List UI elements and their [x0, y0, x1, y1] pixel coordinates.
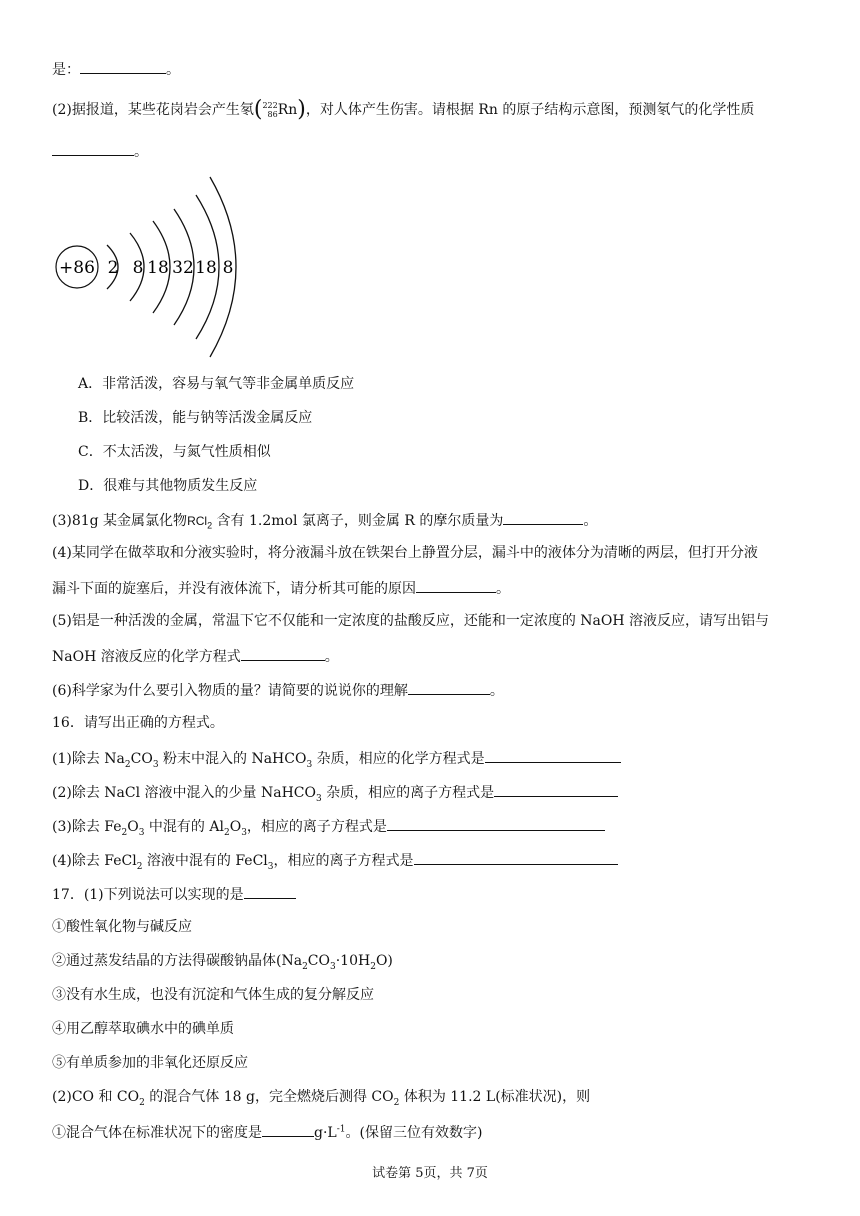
q17-2-i: ①混合气体在标准状况下的密度是 $g\cdot L^{-1}$。(保留三位有效数字) — [52, 1121, 482, 1143]
q15-1-answer-line: 是： 。 — [52, 58, 180, 80]
q16-title: 16．请写出正确的方程式。 — [52, 715, 224, 731]
answer-blank[interactable] — [494, 781, 618, 797]
q16-item-4: (4)除去 FeCl$_2$ 溶液中混有的 FeCl$_3$，相应的离子方程式是 — [52, 849, 618, 871]
q15-5-line1: (5)铝是一种活泼的金属，常温下它不仅能和一定浓度的盐酸反应，还能和一定浓度的 NaOH 溶液反应，请写出铝与 — [52, 613, 770, 629]
q15-2-stem: (2)据报道，某些花岗岩会产生氡(222 86Rn)，对人体产生伤害。请根据 Rn 的原子结构示意图，预测氡气的化学性质 — [52, 97, 755, 122]
answer-blank[interactable] — [416, 577, 496, 593]
q15-5-line2: NaOH 溶液反应的化学方程式 。 — [52, 645, 339, 667]
shell-electron-count: 8 — [132, 258, 144, 278]
q17-statement-5: ⑤有单质参加的非氧化还原反应 — [52, 1055, 248, 1071]
answer-blank[interactable] — [52, 140, 134, 156]
q17-2-stem: (2)CO 和 $CO_2$ 的混合气体 18 g，完全燃烧后测得 $CO_2$ 体积为 11.2 L(标准状况)，则 — [52, 1089, 591, 1108]
shell-electron-count: 8 — [222, 258, 234, 278]
answer-blank[interactable] — [408, 679, 490, 695]
rcl2-formula: RCl$_2$ — [187, 514, 213, 531]
radon-atomic-structure-diagram — [50, 170, 250, 360]
radon-nuclide-notation: (222 86Rn) — [253, 97, 306, 122]
q15-4-line1: (4)某同学在做萃取和分液实验时，将分液漏斗放在铁架台上静置分层，漏斗中的液体分为清晰的两层，但打开分液 — [52, 545, 758, 561]
answer-blank[interactable] — [241, 645, 325, 661]
answer-blank[interactable] — [80, 58, 166, 74]
answer-blank[interactable] — [387, 815, 605, 831]
shell-electron-count: 2 — [107, 258, 119, 278]
q17-statement-4: ④用乙醇萃取碘水中的碘单质 — [52, 1021, 234, 1037]
shell-electron-count: 18 — [195, 258, 217, 278]
q15-6: (6)科学家为什么要引入物质的量？请简要的说说你的理解 。 — [52, 679, 504, 701]
q15-2-answer-line: 。 — [52, 140, 148, 162]
option-b[interactable]: B．比较活泼，能与钠等活泼金属反应 — [78, 410, 313, 426]
q17-statement-3: ③没有水生成，也没有沉淀和气体生成的复分解反应 — [52, 987, 374, 1003]
q15-4-line2: 漏斗下面的旋塞后，并没有液体流下，请分析其可能的原因 。 — [52, 577, 510, 599]
option-c[interactable]: C．不太活泼，与氮气性质相似 — [78, 444, 271, 460]
answer-blank[interactable] — [485, 747, 621, 763]
answer-blank[interactable] — [244, 883, 296, 899]
answer-blank[interactable] — [414, 849, 618, 865]
q15-3: (3)81g 某金属氯化物RCl$_2$ 含有 1.2mol 氯离子，则金属 R 的摩尔质量为 。 — [52, 509, 597, 531]
q16-item-3: (3)除去 $Fe_2O_3$ 中混有的 $Al_2O_3$，相应的离子方程式是 — [52, 815, 605, 837]
q16-item-2: (2)除去 NaCl 溶液中混入的少量 NaHCO$_3$ 杂质，相应的离子方程式是 — [52, 781, 618, 803]
shell-electron-count: 18 — [147, 258, 169, 278]
page-footer: 试卷第 5页，共 7页 — [372, 1166, 488, 1181]
q17-title: 17．(1)下列说法可以实现的是 — [52, 883, 296, 905]
answer-blank[interactable] — [503, 509, 583, 525]
option-d[interactable]: D．很难与其他物质发生反应 — [78, 478, 258, 494]
q17-statement-1: ①酸性氧化物与碱反应 — [52, 919, 192, 935]
q16-item-1: (1)除去 $Na_2CO_3$ 粉末中混入的 NaHCO$_3$ 杂质，相应的化学方程式是 — [52, 747, 621, 769]
q17-statement-2: ②通过蒸发结晶的方法得碳酸钠晶体$(Na_2CO_3\cdot 10H_2O)$ — [52, 953, 393, 972]
option-a[interactable]: A．非常活泼，容易与氧气等非金属单质反应 — [78, 376, 355, 392]
nucleus-charge: +86 — [59, 258, 95, 278]
shell-electron-count: 32 — [172, 258, 194, 278]
answer-blank[interactable] — [262, 1121, 314, 1137]
